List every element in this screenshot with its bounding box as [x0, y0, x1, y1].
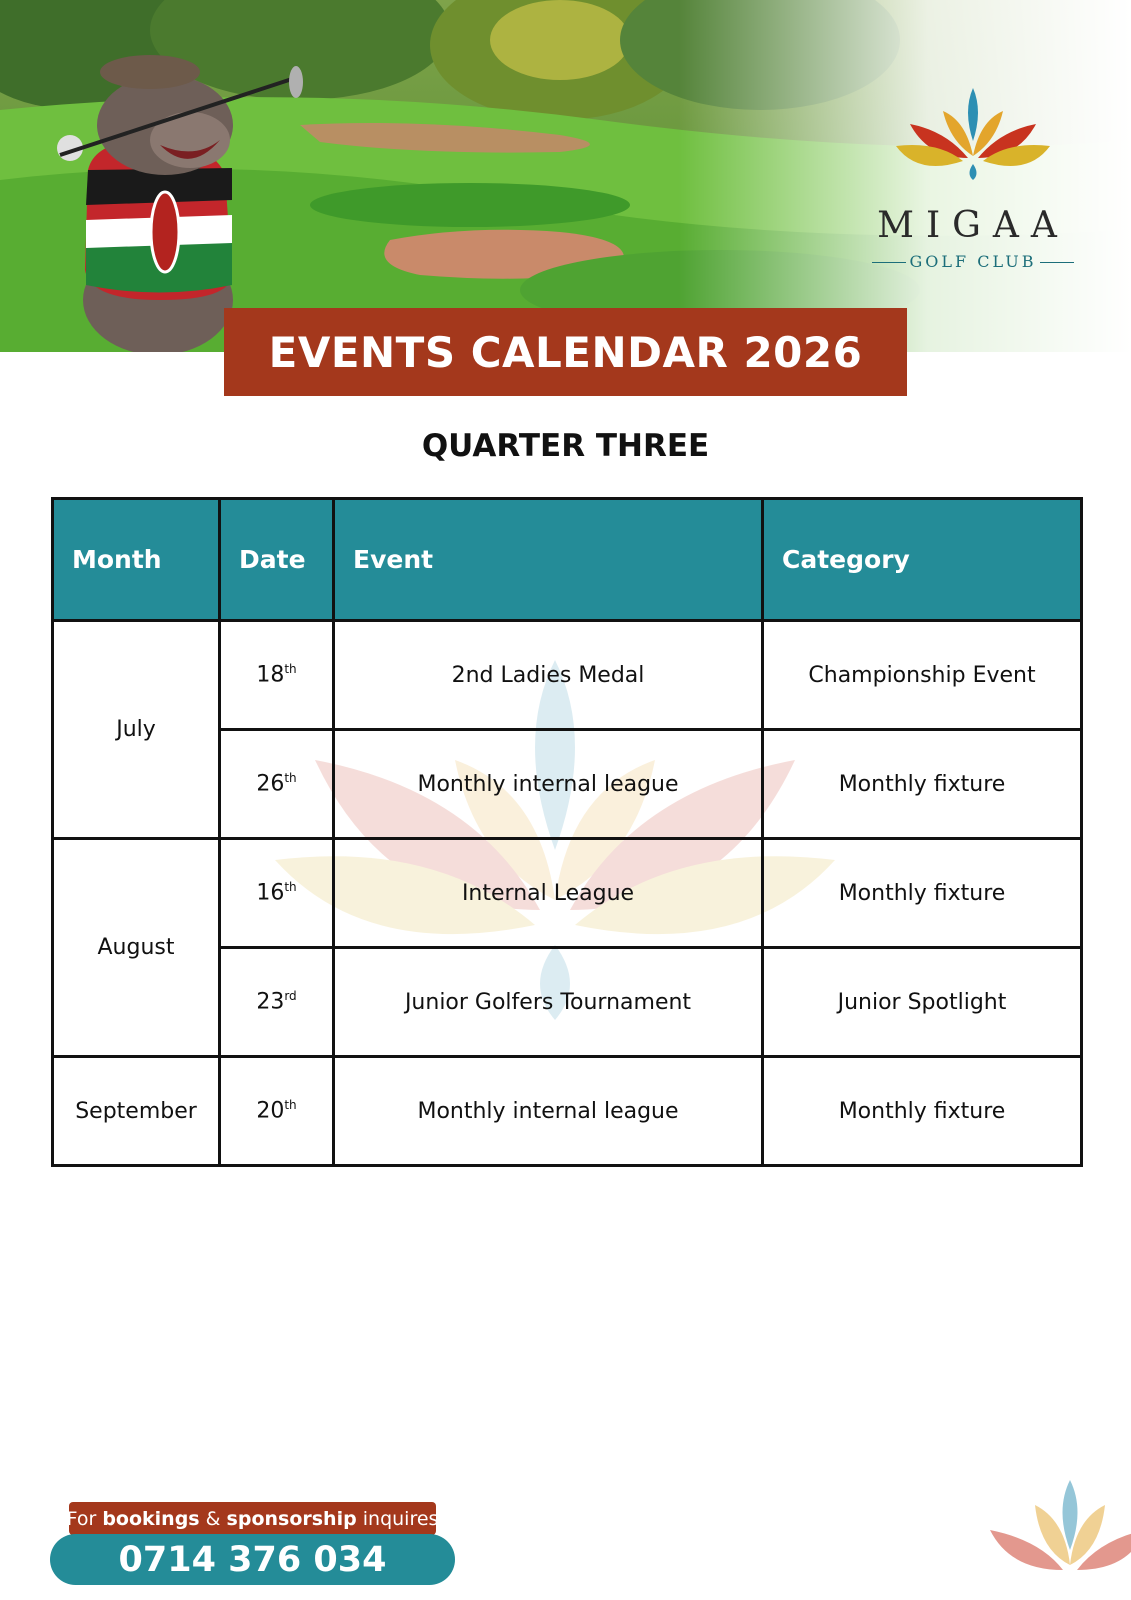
- date-day: 23: [256, 989, 285, 1015]
- date-suffix: th: [284, 880, 297, 895]
- event-cell: 2nd Ladies Medal: [334, 621, 763, 730]
- month-cell: August: [53, 839, 220, 1057]
- event-cell: Monthly internal league: [334, 730, 763, 839]
- month-cell: September: [53, 1057, 220, 1166]
- date-suffix: th: [284, 662, 297, 677]
- lotus-logo-icon: [858, 86, 1088, 276]
- logo-subtitle: GOLF CLUB: [858, 252, 1088, 271]
- column-header-date: Date: [220, 499, 334, 621]
- date-day: 20: [256, 1098, 285, 1124]
- category-cell: Junior Spotlight: [763, 948, 1082, 1057]
- events-table: [51, 497, 1083, 1167]
- date-suffix: th: [284, 1098, 297, 1113]
- table-header-row: [53, 499, 1082, 621]
- date-day: 26: [256, 771, 285, 797]
- booking-suffix: inquires: [362, 1507, 439, 1530]
- corner-lotus-icon: [985, 1475, 1131, 1600]
- logo-wordmark: MIGAA: [877, 205, 1069, 246]
- event-cell: Monthly internal league: [334, 1057, 763, 1166]
- table-row: [53, 621, 1082, 730]
- date-cell: [220, 839, 334, 948]
- month-cell: July: [53, 621, 220, 839]
- booking-mid: &: [205, 1507, 221, 1530]
- date-suffix: th: [284, 771, 297, 786]
- date-cell: [220, 730, 334, 839]
- page-title: EVENTS CALENDAR 2026: [268, 327, 863, 377]
- date-day: 18: [256, 662, 285, 688]
- table-row: [53, 1057, 1082, 1166]
- booking-prefix: For: [66, 1507, 97, 1530]
- phone-number-link[interactable]: 0714 376 034: [50, 1534, 455, 1585]
- category-cell: Monthly fixture: [763, 839, 1082, 948]
- quarter-heading: QUARTER THREE: [421, 428, 710, 464]
- column-header-event: Event: [334, 499, 763, 621]
- column-header-month: Month: [53, 499, 220, 621]
- category-cell: Championship Event: [763, 621, 1082, 730]
- event-cell: Junior Golfers Tournament: [334, 948, 763, 1057]
- booking-bold-sponsorship: sponsorship: [226, 1507, 357, 1530]
- category-cell: Monthly fixture: [763, 730, 1082, 839]
- title-banner: [224, 308, 907, 396]
- column-header-category: Category: [763, 499, 1082, 621]
- event-cell: Internal League: [334, 839, 763, 948]
- table-row: [53, 839, 1082, 948]
- date-suffix: rd: [284, 989, 297, 1004]
- date-cell: [220, 621, 334, 730]
- category-cell: Monthly fixture: [763, 1057, 1082, 1166]
- booking-bold-bookings: bookings: [102, 1507, 200, 1530]
- date-day: 16: [256, 880, 285, 906]
- booking-label: [66, 1502, 439, 1535]
- date-cell: [220, 948, 334, 1057]
- date-cell: [220, 1057, 334, 1166]
